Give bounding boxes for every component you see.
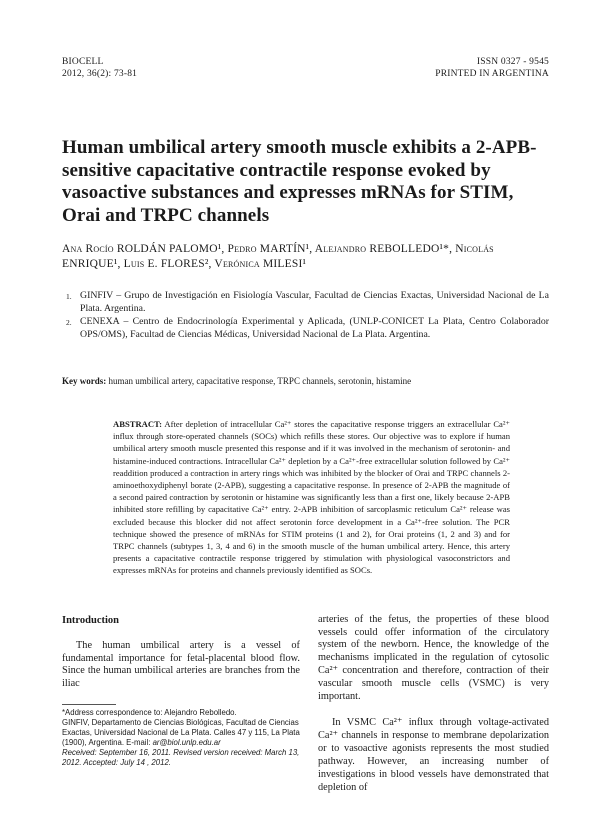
keywords-line <box>62 376 549 387</box>
right-column-paragraph-1: arteries of the fetus, the properties of these blood vessels could offer information of the circulatory system of the newborn. Hence, the knowledge of the mechanisms implicated in the regulation of cytosolic Ca²⁺ concentration and therefore, contraction of their vascular smooth muscle cells (VSMC) is very important. <box>318 613 549 703</box>
abstract-label: ABSTRACT: <box>113 419 163 429</box>
keywords-label: Key words: <box>62 376 107 386</box>
footnote-dates: Received: September 16, 2011. Revised version received: March 13, 2012. Accepted: July 14 , 2012. <box>62 748 300 768</box>
footnote-address-text: GINFIV, Departamento de Ciencias Biológicas, Facultad de Ciencias Exactas, Universidad Nacional de La Plata. Calles 47 y 115, La Plata (1900), Argentina. E-mail: <box>62 718 300 748</box>
affiliation-1-text: GINFIV – Grupo de Investigación en Fisiología Vascular, Facultad de Ciencias Exactas, Universidad Nacional de La Plata. Argentina. <box>80 290 549 314</box>
keywords-text: human umbilical artery, capacitative response, TRPC channels, serotonin, histamine <box>106 376 412 386</box>
journal-issue: 2012, 36(2): 73-81 <box>62 68 138 79</box>
abstract-text: After depletion of intracellular Ca²⁺ stores the capacitative response triggers an extracellular Ca²⁺ influx through store-operated channels (SOCs) which refills these stores. Our objective was to explore if human umbilical artery smooth muscle presented this response and if it was involved in the mechanism of serotonin- and histamine-induced contractions. Intracellular Ca²⁺ depletion by a Ca²⁺-free extracellular solution followed by Ca²⁺ readdition produced a contraction in artery rings which was inhibited by the blocker of Orai and TRPC channels 2-aminoethoxydiphenyl borate (2-APB), suggesting a capacitative response. In presence of 2-APB the magnitude of a second paired contraction by serotonin or histamine was significantly less than a first one, likely because 2-APB inhibited store refilling by capacitative Ca²⁺ entry. 2-APB inhibition of sarcoplasmic reticulum Ca²⁺ release was excluded because this blocker did not affect serotonin force development in a Ca²⁺-free solution. The PCR technique showed the presence of mRNAs for STIM proteins (1 and 2), for Orai proteins (1, 2 and 3) and for TRPC channels (subtypes 1, 3, 4 and 6) in the smooth muscle of the human umbilical artery. Hence, this artery presents a capacitative contractile response triggered by stimulation with physiological vasoconstrictors and expresses mRNAs for proteins and channels previously identified as SOCs. <box>113 419 510 576</box>
authors-line: Ana Rocío ROLDÁN PALOMO¹, Pedro MARTÍN¹, Alejandro REBOLLEDO¹*, Nicolás ENRIQUE¹, Luis E. FLORES², Verónica MILESI¹ <box>62 243 494 270</box>
right-column-paragraph-2: In VSMC Ca²⁺ influx through voltage-activated Ca²⁺ channels in response to membrane depolarization or to vasoactive agonists represents the most studied pathway. However, an increasing number of investigations in blood vessels have demonstrated that depletion of <box>318 716 549 793</box>
journal-issn: ISSN 0327 - 9545 <box>476 57 549 67</box>
journal-name: BIOCELL <box>62 57 104 67</box>
introduction-heading: Introduction <box>62 614 119 626</box>
introduction-paragraph: The human umbilical artery is a vessel of fundamental importance for fetal-placental blood flow. Since the human umbilical arteries are branches from the iliac <box>62 639 300 690</box>
correspondence-footnote <box>62 704 300 768</box>
affiliation-1-number: 1. <box>66 292 72 301</box>
footnote-address <box>62 718 300 748</box>
journal-issn-block <box>435 57 549 80</box>
article-title: Human umbilical artery smooth muscle exhibits a 2-APB-sensitive capacitative contractile response evoked by vasoactive substances and expresses mRNAs for STIM, Orai and TRPC channels <box>62 137 537 226</box>
journal-header <box>62 57 549 80</box>
affiliation-2-number: 2. <box>66 318 72 327</box>
journal-printed-in: PRINTED IN ARGENTINA <box>435 68 549 79</box>
footnote-email: ar@biol.unlp.edu.ar <box>152 738 221 748</box>
right-column <box>318 614 549 795</box>
affiliation-2 <box>62 315 549 341</box>
two-column-body <box>62 614 549 795</box>
footnote-divider <box>62 704 116 705</box>
affiliations-list <box>62 289 549 341</box>
abstract-block <box>113 418 510 577</box>
affiliation-1 <box>62 289 549 315</box>
footnote-correspondence: *Address correspondence to: Alejandro Rebolledo. <box>62 708 237 718</box>
left-column <box>62 614 300 795</box>
affiliation-2-text: CENEXA – Centro de Endocrinología Experimental y Aplicada, (UNLP-CONICET La Plata, Centro Colaborador OPS/OMS), Facultad de Ciencias Médicas, Universidad Nacional de La Plata. Argentina. <box>80 316 549 340</box>
journal-id-block <box>62 57 137 80</box>
